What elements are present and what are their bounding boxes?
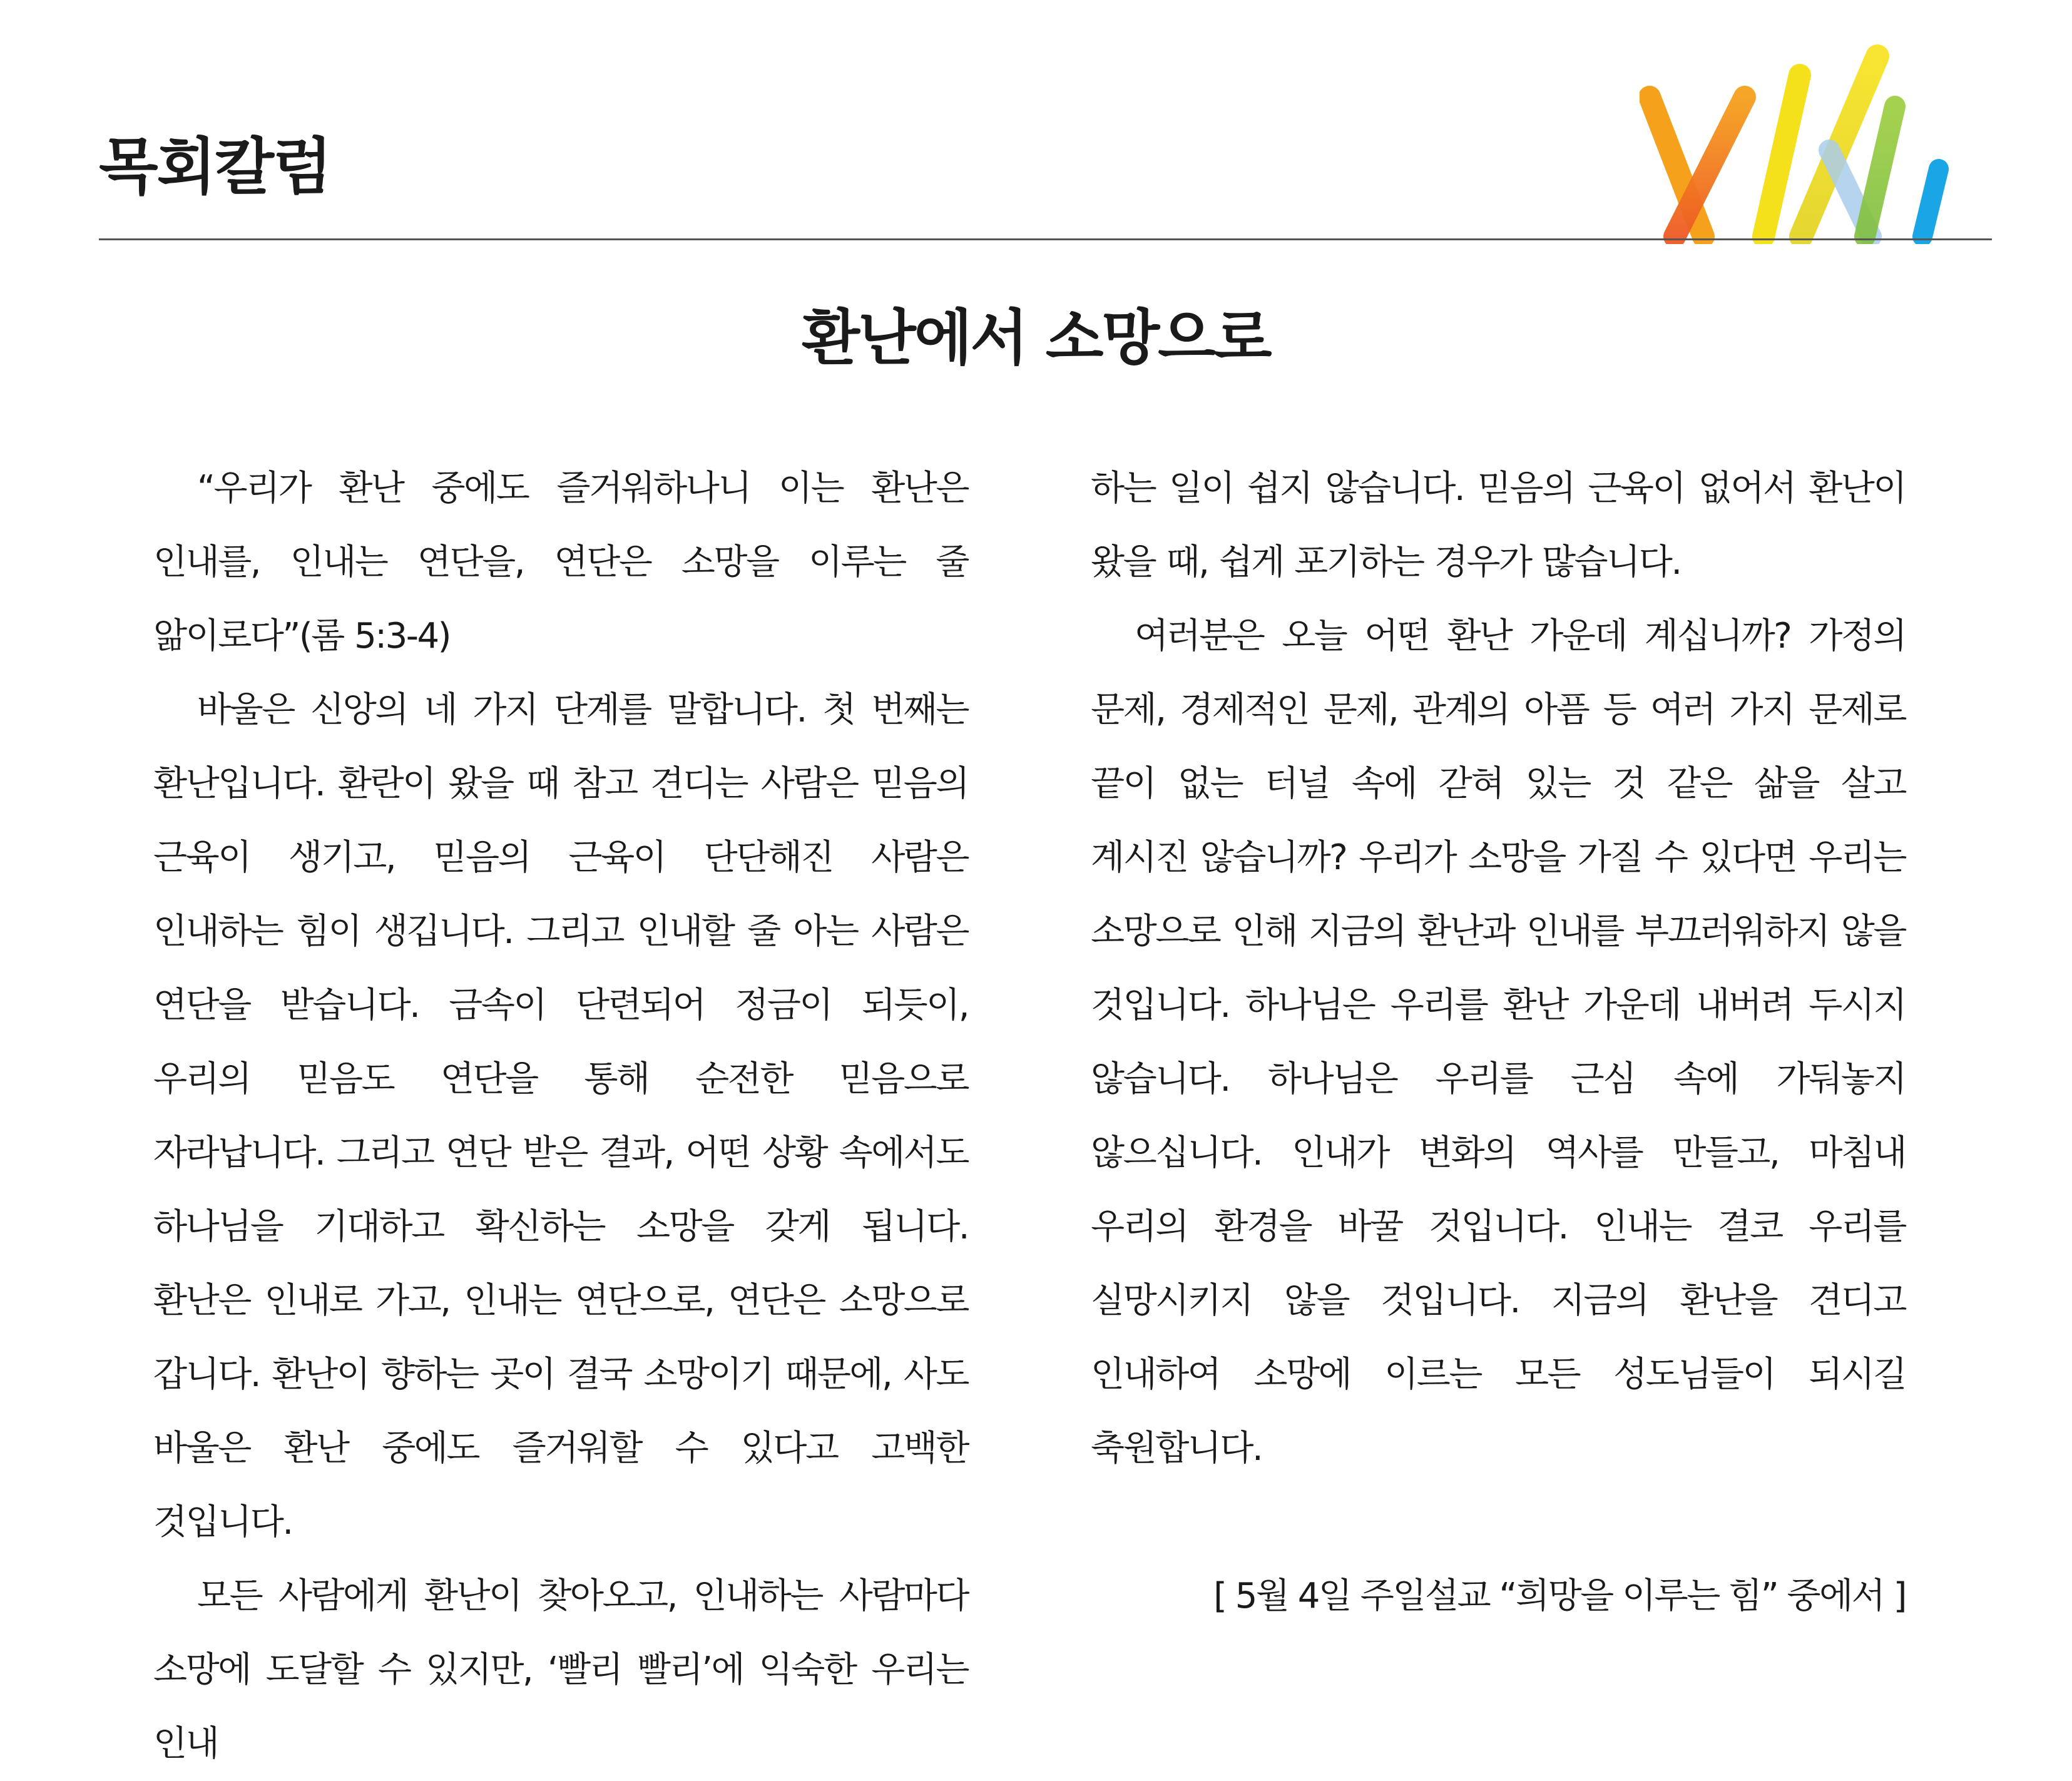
section-label: 목회칼럼 <box>99 131 331 203</box>
right-column <box>1091 452 1906 1633</box>
paragraph-hope-encouragement: 여러분은 오늘 어떤 환난 가운데 계십니까? 가정의 문제, 경제적인 문제, 관계의 아픔 등 여러 가지 문제로 끝이 없는 터널 속에 갇혀 있는 것 같은 삶을 살고 계시진 않습니까? 우리가 소망을 가질 수 있다면 우리는 소망으로 인해 지금의 환난과 인내를 부끄러워하지 않을 것입니다. 하나님은 우리를 환난 가운데 내버려 두시지 않습니다. 하나님은 우리를 근심 속에 가둬놓지 않으십니다. 인내가 변화의 역사를 만들고, 마침내 우리의 환경을 바꿀 것입니다. 인내는 결코 우리를 실망시키지 않을 것입니다. 지금의 환난을 견디고 인내하여 소망에 이르는 모든 성도님들이 되시길 축원합니다. <box>1091 616 1906 1469</box>
sermon-attribution: [ 5월 4일 주일설교 “희망을 이루는 힘” 중에서 ] <box>1213 1576 1906 1616</box>
left-column <box>153 452 968 1781</box>
colorful-bars-logo <box>1640 38 1965 244</box>
paragraph-patience-difficulty: 모든 사람에게 환난이 찾아오고, 인내하는 사람마다 소망에 도달할 수 있지만, ‘빨리 빨리’에 익숙한 우리는 인내 <box>153 1576 968 1764</box>
article-title: 환난에서 소망으로 <box>802 303 1270 373</box>
paragraph-four-stages: 바울은 신앙의 네 가지 단계를 말합니다. 첫 번째는 환난입니다. 환란이 왔을 때 참고 견디는 사람은 믿음의 근육이 생기고, 믿음의 근육이 단단해진 사람은 인내하는 힘이 생깁니다. 그리고 인내할 줄 아는 사람은 연단을 받습니다. 금속이 단련되어 정금이 되듯이, 우리의 믿음도 연단을 통해 순전한 믿음으로 자라납니다. 그리고 연단 받은 결과, 어떤 상황 속에서도 하나님을 기대하고 확신하는 소망을 갖게 됩니다. 환난은 인내로 가고, 인내는 연단으로, 연단은 소망으로 갑니다. 환난이 향하는 곳이 결국 소망이기 때문에, 사도 바울은 환난 중에도 즐거워할 수 있다고 고백한 것입니다. <box>153 690 968 1543</box>
header-divider <box>99 238 1992 240</box>
paragraph-scripture-quote: “우리가 환난 중에도 즐거워하나니 이는 환난은 인내를, 인내는 연단을, 연단은 소망을 이루는 줄 앎이로다”(롬 5:3-4) <box>153 468 968 656</box>
paragraph-patience-difficulty-continued: 하는 일이 쉽지 않습니다. 믿음의 근육이 없어서 환난이 왔을 때, 쉽게 포기하는 경우가 많습니다. <box>1091 468 1906 583</box>
